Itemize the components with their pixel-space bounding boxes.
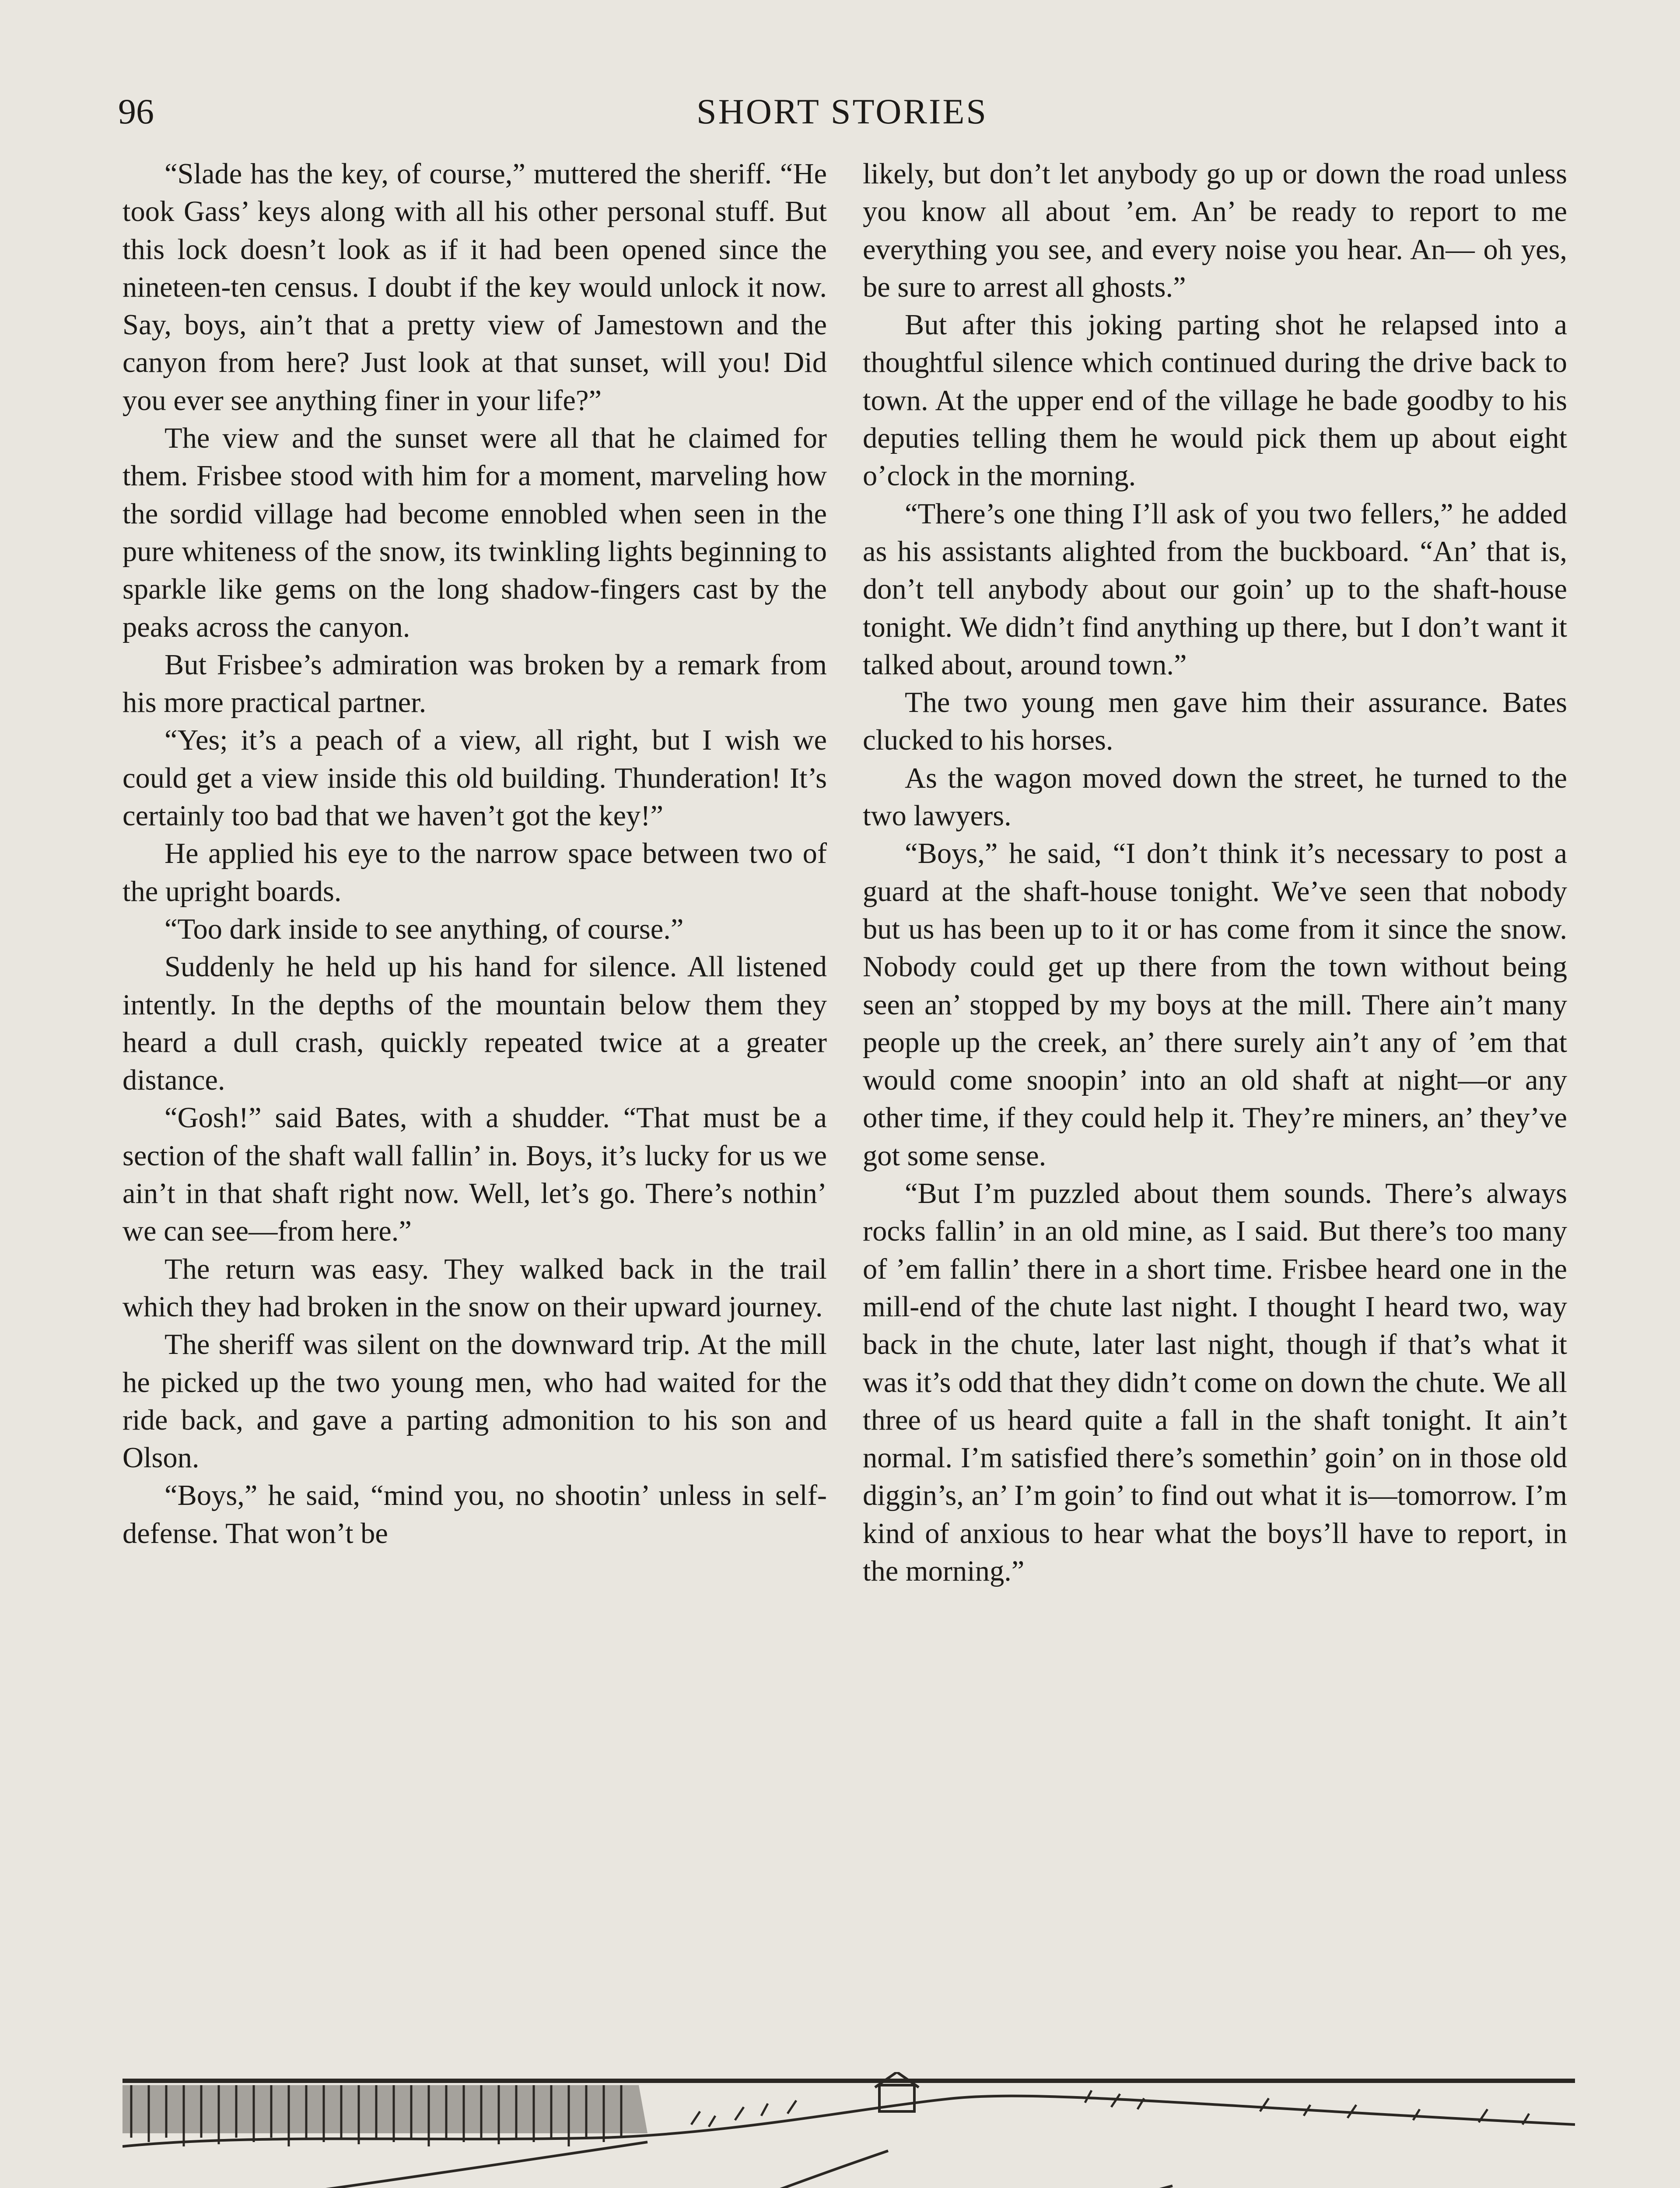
- running-head: SHORT STORIES: [696, 91, 988, 131]
- paragraph: The view and the sunset were all that he claimed for them. Frisbee stood with him for a moment, marveling how the sordid village had become ennobled when seen in the pure whiteness of the snow, its twinkling lights beginning to sparkle like gems on the long shadow-fingers cast by the peaks across the canyon.: [122, 422, 827, 643]
- paragraph: likely, but don’t let anybody go up or down the road unless you know all about ’em. An’ be ready to report to me everything you see, and every noise you hear. An— oh yes, be sure to arrest all ghosts.”: [863, 158, 1567, 303]
- paragraph: “Boys,” he said, “I don’t think it’s necessary to post a guard at the shaft-house tonight. We’ve seen that nobody but us has been up to it or has come from it since the snow. Nobody could get up there from the town without being seen an’ stopped by my boys at the mill. There ain’t many people up the creek, an’ there surely ain’t any of ’em that would come snoopin’ into an old shaft at night—or any other time, if they could help it. They’re miners, an’ they’ve got some sense.: [863, 838, 1567, 1172]
- paragraph: He applied his eye to the narrow space between two of the upright boards.: [122, 838, 827, 908]
- paragraph: “Boys,” he said, “mind you, no shootin’ unless in self-defense. That won’t be: [122, 1480, 827, 1550]
- paragraph: Suddenly he held up his hand for silence. All listened intently. In the depths of the mountain below them they heard a dull crash, quickly repeated twice at a greater distance.: [122, 951, 827, 1097]
- paragraph: “There’s one thing I’ll ask of you two fellers,” he added as his assistants alighted from the buckboard. “An’ that is, don’t tell anybody about our goin’ up to the shaft-house tonight. We didn’t find anything up there, but I don’t want it talked about, around town.”: [863, 498, 1567, 681]
- paragraph: The sheriff was silent on the downward trip. At the mill he picked up the two young men, who had waited for the ride back, and gave a parting admonition to his son and Olson.: [122, 1329, 827, 1474]
- slope-lines: [122, 2142, 1575, 2188]
- left-column: [122, 155, 827, 1553]
- brush-texture: [691, 2090, 1529, 2127]
- paragraph: “But I’m puzzled about them sounds. There’s always rocks fallin’ in an old mine, as I said. But there’s too many of ’em fallin’ there in a short time. Frisbee heard one in the mill-end of the chute last night. I thought I heard two, way back in the chute, later last night, though if that’s what it was it’s odd that they didn’t come on down the chute. We all three of us heard quite a fall in the shaft tonight. It ain’t normal. I’m satisfied there’s somethin’ goin’ on in those old diggin’s, an’ I’m goin’ to find out what it is—tomorrow. I’m kind of anxious to hear what the boys’ll have to report, in the morning.”: [863, 1178, 1567, 1587]
- paragraph: The two young men gave him their assurance. Bates clucked to his horses.: [863, 687, 1567, 757]
- paragraph: “Slade has the key, of course,” muttered the sheriff. “He took Gass’ keys along with all his other personal stuff. But this lock doesn’t look as if it had been opened since the nineteen-ten census. I doubt if the key would unlock it now. Say, boys, ain’t that a pretty view of Jamestown and the canyon from here? Just look at that sunset, will you! Did you ever see anything finer in your life?”: [122, 158, 827, 417]
- paragraph: “Gosh!” said Bates, with a shudder. “That must be a section of the shaft wall fallin’ in. Boys, it’s lucky for us we ain’t in that shaft right now. Well, let’s go. There’s nothin’ we can see—from here.”: [122, 1102, 827, 1248]
- page-number: 96: [118, 91, 154, 131]
- paragraph: “Yes; it’s a peach of a view, all right, but I wish we could get a view inside this old building. Thunderation! It’s certainly too bad that we haven’t got the key!”: [122, 724, 827, 832]
- paragraph: But Frisbee’s admiration was broken by a remark from his more practical partner.: [122, 649, 827, 719]
- page-header: [118, 88, 1566, 136]
- paragraph: But after this joking parting shot he relapsed into a thoughtful silence which continued during the drive back to town. At the upper end of the village he bade goodby to his deputies telling them he would pick them up about eight o’clock in the morning.: [863, 309, 1567, 492]
- snowy-mountain-illustration: [122, 2072, 1575, 2188]
- paragraph: “Too dark inside to see anything, of course.”: [164, 913, 684, 945]
- paragraph: The return was easy. They walked back in the trail which they had broken in the snow on their upward journey.: [122, 1253, 827, 1323]
- right-column: [863, 155, 1567, 1590]
- paragraph: As the wagon moved down the street, he turned to the two lawyers.: [863, 762, 1567, 832]
